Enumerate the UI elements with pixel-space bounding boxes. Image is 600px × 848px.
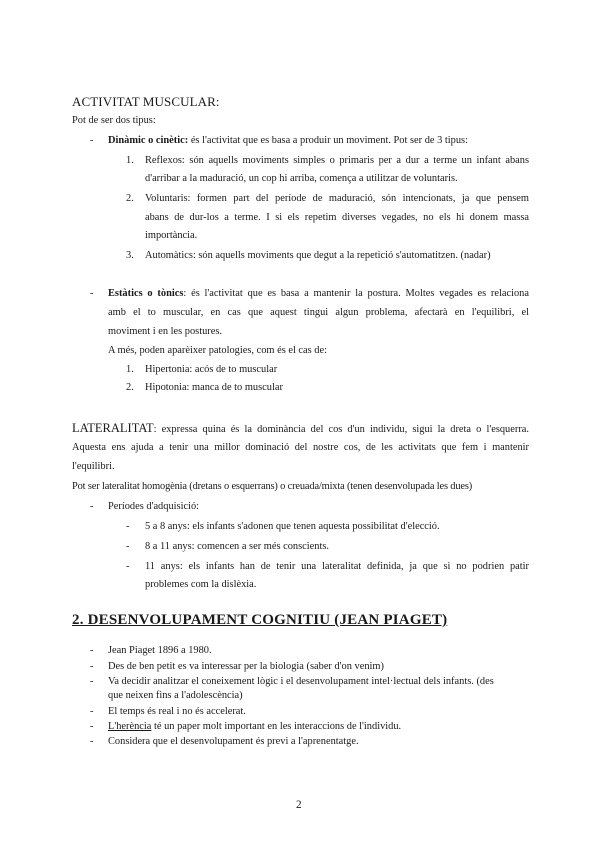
dinamic-text: és l'activitat que es basa a produir un moviment. Pot ser de 3 tipus:	[188, 135, 468, 146]
period-11-line1: 11 anys: els infants han de tenir una lateralitat definida, ja que si no podrien patir	[145, 561, 529, 572]
period-5-8: 5 a 8 anys: els infants s'adonen que tenen aquesta possibilitat d'elecció.	[145, 521, 440, 532]
estatic-line2: amb el to muscular, en cas que aquest tingui algun problema, afectarà en l'equilibri, el	[108, 307, 529, 318]
voluntaris-line3: importància.	[145, 230, 198, 241]
period-11-line2: problemes com la dislèxia.	[145, 579, 257, 590]
period-8-11: 8 a 11 anys: comencen a ser més conscients.	[145, 541, 329, 552]
bullet-dash: -	[90, 288, 94, 299]
bullet-dash: -	[90, 645, 94, 656]
hipotonia-item: Hipotonia: manca de to muscular	[145, 382, 283, 393]
bullet-dash: -	[90, 721, 94, 732]
reflexos-line2: d'arribar a la maduració, un cop hi arriba, comença a utilitzar de voluntaris.	[145, 173, 458, 184]
bullet-dash: -	[90, 661, 94, 672]
page-number: 2	[296, 799, 302, 811]
voluntaris-line1: Voluntaris: formen part del període de maduració, són intencionats, ja que pensem	[145, 193, 529, 204]
reflexos-line1: Reflexos: són aquells moviments simples o primaris per a dur a terme un infant abans	[145, 155, 529, 166]
lateralitat-label: LATERALITAT	[72, 421, 154, 435]
hipertonia-item: Hipertonia: acós de to muscular	[145, 364, 278, 375]
voluntaris-line2: abans de dur-los a terme. I si els repetim diverses vegades, no els hi donem massa	[145, 212, 529, 223]
list-number: 1.	[126, 155, 134, 166]
dinamic-paragraph	[108, 134, 468, 148]
lateralitat-line1: LATERALITAT: expressa quina és la dominància del cos d'un individu, sigui la dreta o l'esquerra.	[72, 421, 529, 435]
piaget-item: Jean Piaget 1896 a 1980.	[108, 645, 212, 656]
piaget-item: L'herència té un paper molt important en les interaccions de l'individu.	[108, 721, 402, 732]
section-heading-activitat: ACTIVITAT MUSCULAR:	[72, 94, 220, 109]
piaget-item: Va decidir analitzar el coneixement lògic i el desenvolupament intel·lectual dels infants. (des	[108, 676, 494, 687]
estatic-extra: A més, poden aparèixer patologies, com és el cas de:	[108, 345, 327, 356]
lateralitat-line3: l'equilibri.	[72, 461, 115, 472]
intro-text: Pot de ser dos tipus:	[72, 115, 156, 126]
sub-bullet-dash: -	[126, 561, 130, 572]
estatic-line3: moviment i en les postures.	[108, 326, 222, 337]
estatic-label: Estàtics o tònics	[108, 288, 184, 299]
estatic-line1: Estàtics o tònics: és l'activitat que es basa a mantenir la postura. Moltes vegades es relaciona	[108, 288, 529, 299]
piaget-item: Considera que el desenvolupament és previ a l'aprenentatge.	[108, 736, 359, 747]
list-number: 1.	[126, 364, 134, 375]
list-number: 3.	[126, 250, 134, 261]
section-heading-piaget: 2. DESENVOLUPAMENT COGNITIU (JEAN PIAGET)	[72, 612, 448, 628]
bullet-dash: -	[90, 501, 94, 512]
herencia-term: L'herència	[108, 721, 152, 732]
bullet-dash: -	[90, 135, 94, 146]
sub-bullet-dash: -	[126, 521, 130, 532]
bullet-dash: -	[90, 676, 94, 687]
piaget-item: El temps és real i no és accelerat.	[108, 706, 246, 717]
list-number: 2.	[126, 382, 134, 393]
sub-bullet-dash: -	[126, 541, 130, 552]
automatics-line1: Automàtics: són aquells moviments que degut a la repetició s'automatitzen. (nadar)	[145, 250, 491, 261]
bullet-dash: -	[90, 706, 94, 717]
lateralitat-line4: Pot ser lateralitat homogènia (dretans o esquerrans) o creuada/mixta (tenen desenvolupada les dues)	[72, 481, 473, 492]
list-number: 2.	[126, 193, 134, 204]
piaget-item-cont: que neixen fins a l'adolescència)	[108, 690, 243, 701]
piaget-item: Des de ben petit es va interessar per la biologia (saber d'on venim)	[108, 661, 384, 672]
periodes-label: Períodes d'adquisició:	[108, 501, 200, 512]
lateralitat-line2: Aquesta ens ajuda a tenir una millor dominació del nostre cos, de les activitats que fem i mantenir	[72, 442, 529, 453]
dinamic-label: Dinàmic o cinètic:	[108, 135, 189, 146]
bullet-dash: -	[90, 736, 94, 747]
